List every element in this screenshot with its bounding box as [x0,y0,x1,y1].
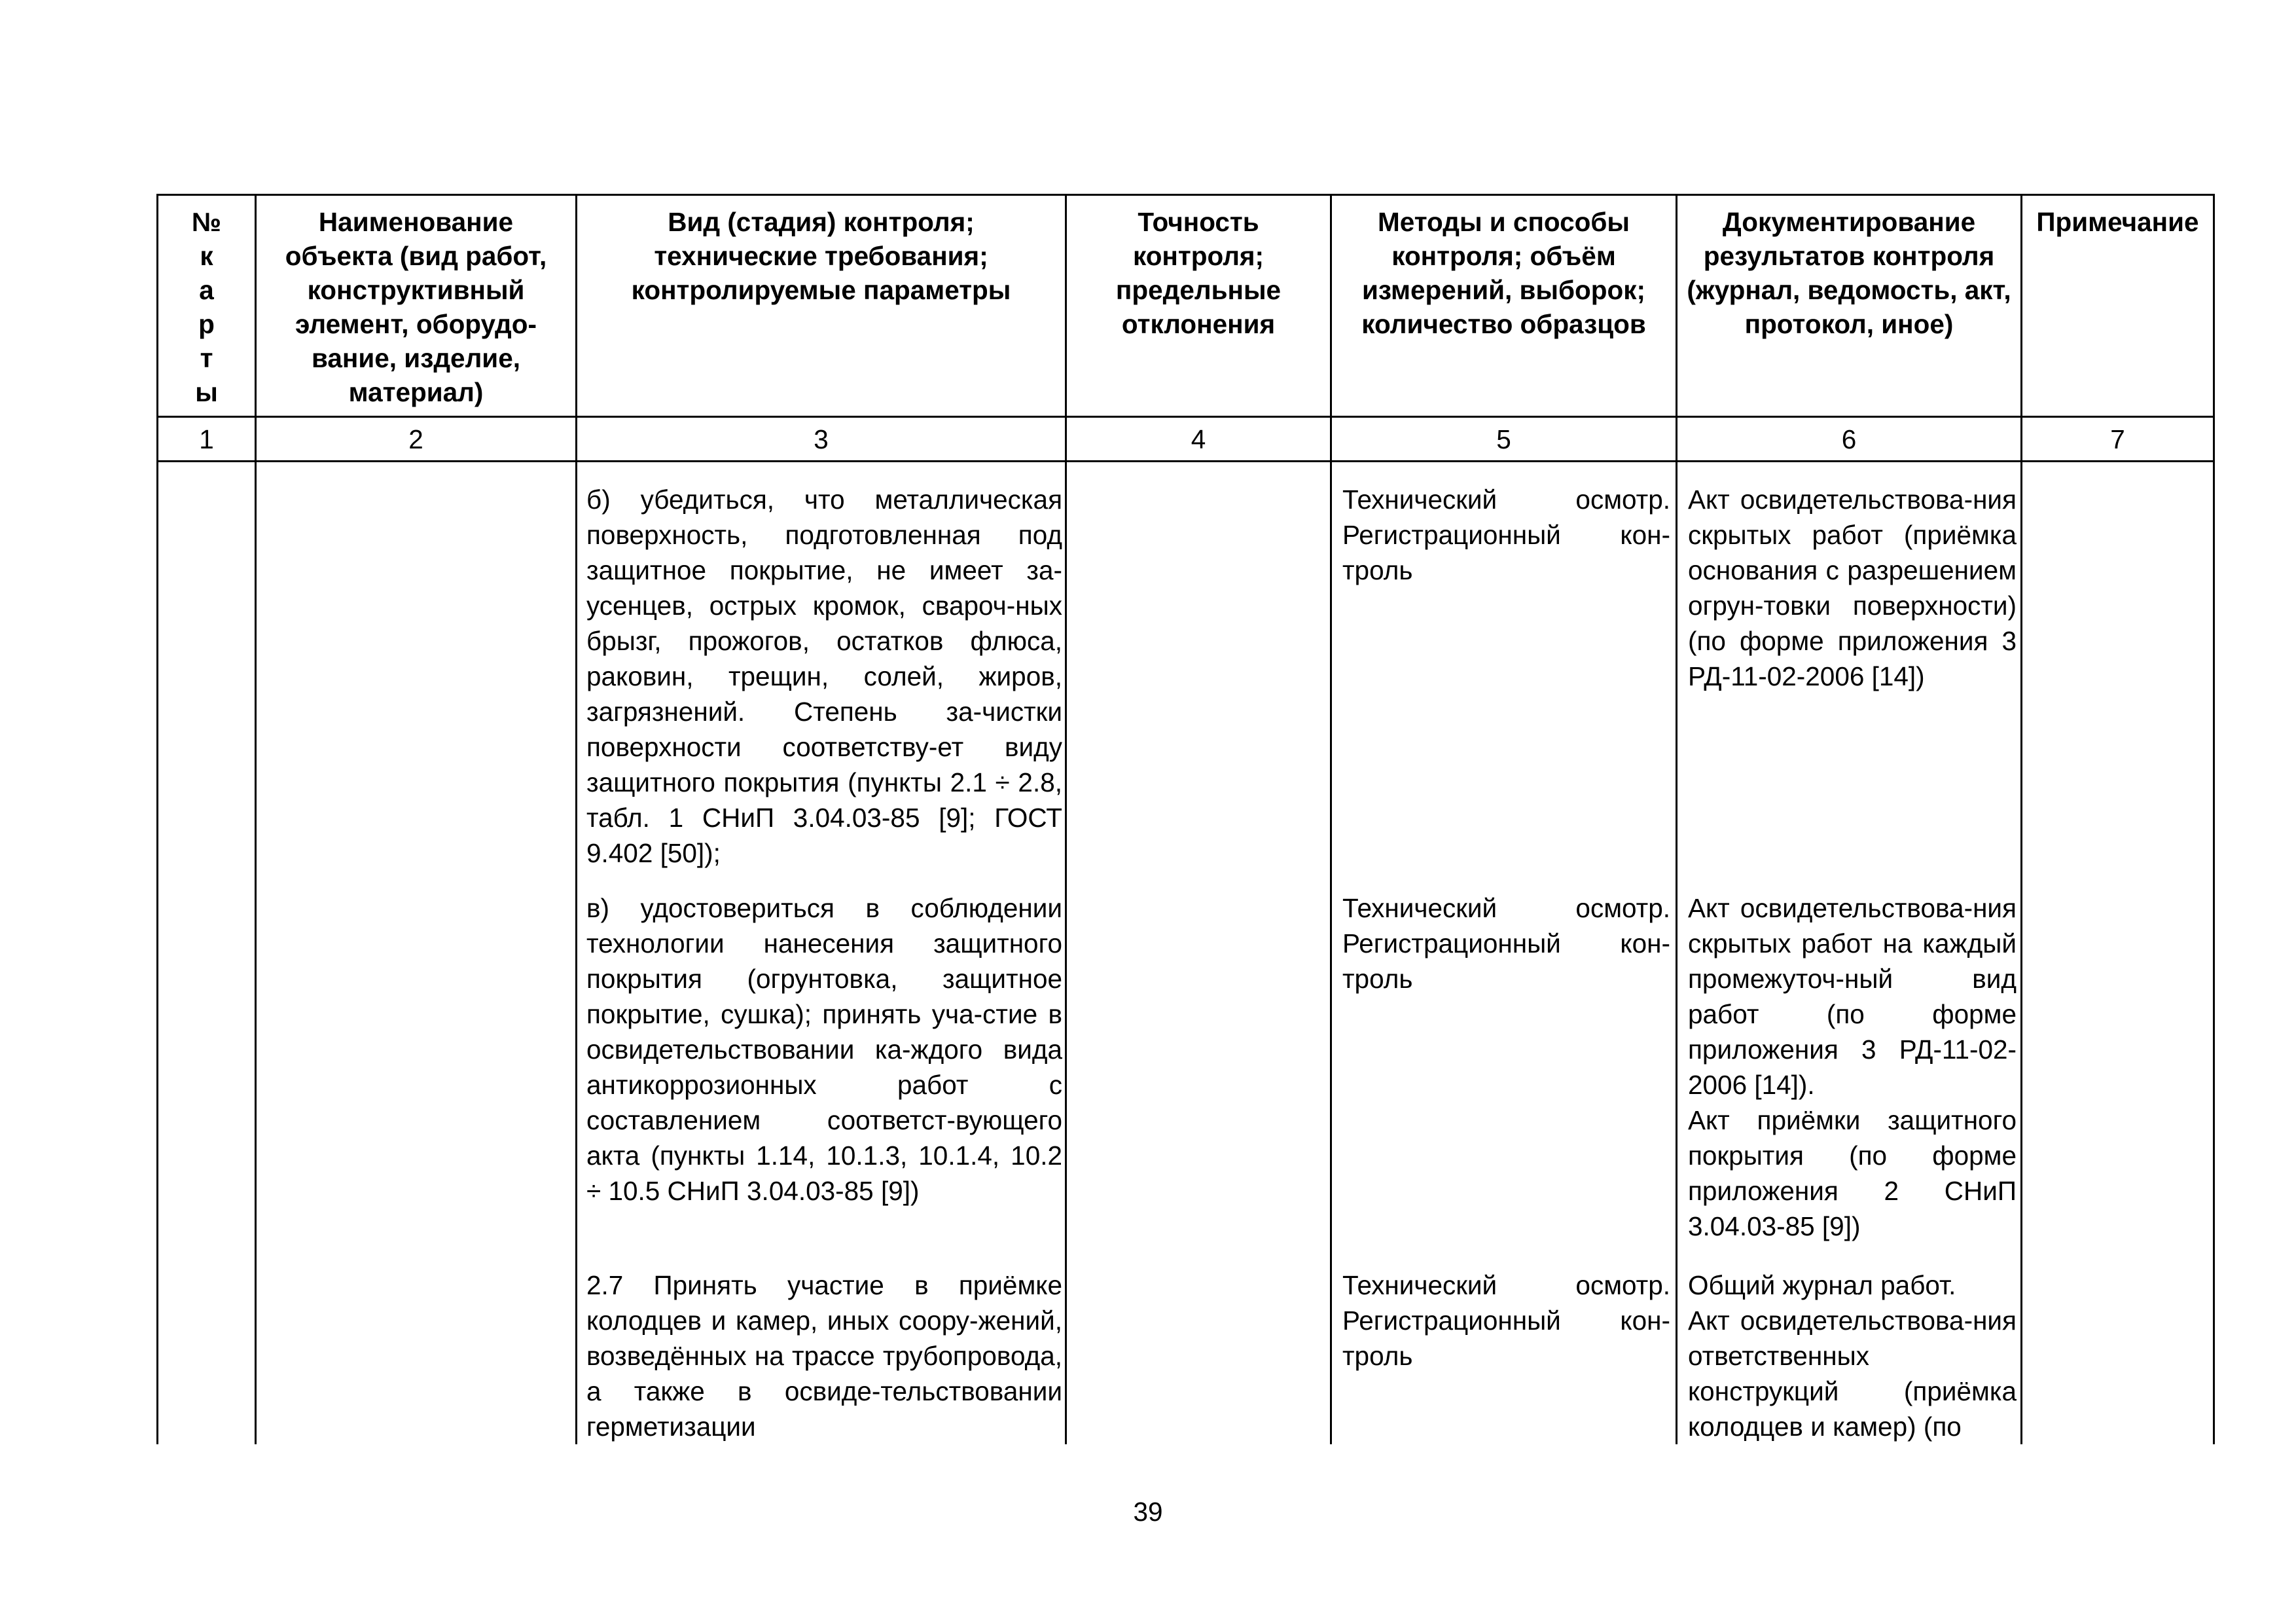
accuracy-cell [1066,1260,1331,1444]
documentation-cell: Акт освидетельствова-ния скрытых работ (приёмка основания с разрешением огрун-товки поверхности) (по форме приложения 3 РД-11-02-2006 [14]) [1677,474,2022,883]
control-table [156,194,2215,1444]
page-number: 39 [1133,1497,1163,1527]
header-note: Примечание [2022,195,2214,417]
table-row [158,883,2214,1260]
documentation-paragraph: Акт освидетельствова-ния ответственных конструкций (приёмка колодцев и камер) (по [1688,1305,2017,1442]
column-number: 1 [158,417,256,462]
requirements-cell: в) удостовериться в соблюдении технологии нанесения защитного покрытия (огрунтовка, защитное покрытие, сушка); принять уча-стие в освидетельствовании ка-ждого вида антикоррозионных работ с составлением соответст-вующего акта (пункты 1.14, 10.1.3, 10.1.4, 10.2 ÷ 10.5 СНиП 3.04.03-85 [9]) [577,883,1066,1260]
methods-cell: Технический осмотр. Регистрационный кон-троль [1331,474,1677,883]
column-number: 2 [256,417,577,462]
column-number: 7 [2022,417,2214,462]
documentation-cell [1677,883,2022,1260]
methods-cell: Технический осмотр. Регистрационный кон-троль [1331,1260,1677,1444]
documentation-paragraph: Акт освидетельствова-ния скрытых работ на каждый промежуточ-ный вид работ (по форме приложения 3 РД-11-02-2006 [14]). [1688,893,2017,1100]
object-name-cell [256,474,577,883]
requirements-cell: 2.7 Принять участие в приёмке колодцев и камер, иных соору-жений, возведённых на трассе трубопровода, а также в освиде-тельствовании герметизации [577,1260,1066,1444]
card-number-cell [158,1260,256,1444]
table-row [158,1260,2214,1444]
accuracy-cell [1066,883,1331,1260]
spacer-row [158,462,2214,475]
note-cell [2022,1260,2214,1444]
card-number-cell [158,474,256,883]
accuracy-cell [1066,474,1331,883]
object-name-cell [256,1260,577,1444]
column-number: 4 [1066,417,1331,462]
methods-cell: Технический осмотр. Регистрационный кон-троль [1331,883,1677,1260]
header-control-type: Вид (стадия) контроля; технические требования; контролируемые параметры [577,195,1066,417]
requirements-cell: б) убедиться, что металлическая поверхность, подготовленная под защитное покрытие, не имеет за-усенцев, острых кромок, свароч-ных брызг, прожогов, остатков флюса, раковин, трещин, солей, жиров, загрязнений. Степень за-чистки поверхности соответству-ет виду защитного покрытия (пункты 2.1 ÷ 2.8, табл. 1 СНиП 3.04.03-85 [9]; ГОСТ 9.402 [50]); [577,474,1066,883]
note-cell [2022,474,2214,883]
header-object-name: Наименование объекта (вид работ, конструктивный элемент, оборудо-вание, изделие, материал) [256,195,577,417]
header-card-number: № к а р т ы [158,195,256,417]
header-row [158,195,2214,417]
header-accuracy: Точность контроля; предельные отклонения [1066,195,1331,417]
note-cell [2022,883,2214,1260]
documentation-paragraph: Акт приёмки защитного покрытия (по форме приложения 2 СНиП 3.04.03-85 [9]) [1688,1105,2017,1241]
card-number-cell [158,883,256,1260]
column-numbers-row [158,417,2214,462]
documentation-paragraph: Общий журнал работ. [1688,1270,1956,1300]
header-methods: Методы и способы контроля; объём измерений, выборок; количество образцов [1331,195,1677,417]
column-number: 6 [1677,417,2022,462]
object-name-cell [256,883,577,1260]
table-row [158,474,2214,883]
column-number: 3 [577,417,1066,462]
column-number: 5 [1331,417,1677,462]
documentation-cell [1677,1260,2022,1444]
header-documentation: Документирование результатов контроля (журнал, ведомость, акт, протокол, иное) [1677,195,2022,417]
